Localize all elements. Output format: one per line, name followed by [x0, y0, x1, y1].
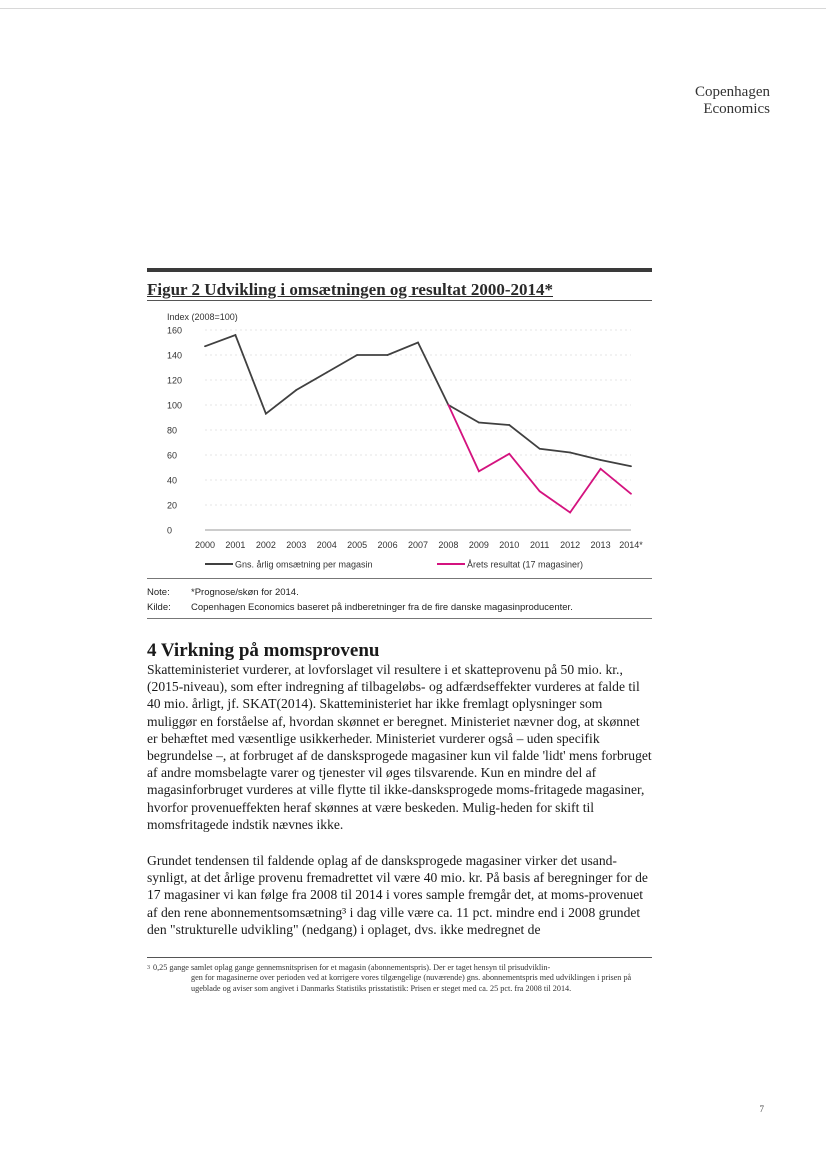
data-point	[448, 404, 450, 406]
data-point	[508, 453, 510, 455]
y-tick-label: 100	[167, 400, 183, 411]
x-tick-label: 2012	[560, 540, 581, 550]
legend-label: Årets resultat (17 magasiner)	[467, 559, 584, 570]
series-line-1	[205, 335, 631, 466]
x-tick-label: 2013	[590, 540, 611, 550]
data-point	[265, 413, 267, 415]
data-point	[569, 452, 571, 454]
x-tick-label: 2014*	[619, 540, 643, 550]
x-tick-label: 2006	[377, 540, 398, 550]
y-tick-label: 60	[167, 450, 178, 461]
y-tick-label: 140	[167, 350, 183, 361]
data-point	[295, 389, 297, 391]
figure-notes	[147, 585, 652, 615]
x-tick-label: 2002	[255, 540, 276, 550]
footnote	[147, 963, 652, 994]
data-point	[630, 493, 632, 495]
x-tick-label: 2000	[194, 540, 216, 550]
y-axis-label: Index (2008=100)	[167, 312, 238, 322]
footnote-line-1: 0,25 gange samlet oplag gange gennemsnitsprisen for et magasin (abonnementspris). Der er taget hensyn til prisudviklin-	[153, 963, 551, 972]
x-tick-label: 2009	[468, 540, 489, 550]
data-point	[539, 448, 541, 450]
data-point	[356, 354, 358, 356]
x-tick-label: 2001	[225, 540, 246, 550]
notes-rule-top	[147, 578, 652, 579]
figure-title: Figur 2 Udvikling i omsætningen og resultat 2000-2014*	[147, 280, 553, 299]
data-point	[539, 490, 541, 492]
company-logo	[695, 84, 770, 118]
note-text: *Prognose/skøn for 2014.	[191, 587, 299, 598]
notes-rule-bottom	[147, 618, 652, 619]
figure-top-bar	[147, 268, 652, 272]
data-point	[235, 334, 237, 336]
note-row	[147, 585, 652, 600]
source-text: Copenhagen Economics baseret på indberetninger fra de fire danske magasinproducenter.	[191, 602, 573, 613]
legend-label: Gns. årlig omsætning per magasin	[235, 559, 373, 570]
y-tick-label: 120	[167, 375, 183, 386]
line-chart	[147, 306, 652, 578]
source-row	[147, 600, 652, 615]
body-paragraph-1: Skatteministeriet vurderer, at lovforslaget vil resultere i et skatteprovenu på 50 mio. kr., (2015-niveau), som efter indregning af tilbageløbs- og adfærdseffekter vurderes at falde til 40 mio. årligt, jf. SKAT(2014). Skatteministeriet har ikke fremlagt oplysninger som muliggør en forståelse af, hvordan skønnet er beregnet. Ministeriet nævner dog, at skønnet er behæftet med væsentlige usikkerheder. Ministeriet vurderer også – uden specifik begrundelse –, at forbruget af de dansksprogede magasiner kun vil falde 'lidt' mens forbruget af andre momsbelagte varer og tjenester vil øges tilsvarende. Kun en mindre del af magasinforbruget vurderes at ville flytte til ikke-dansksprogede moms-fritagede magasiner, hvorfor provenueffekten heraf skønnes at være beskeden. Mulig-heden for skift til momsfritagede indstik nævnes ikke.	[147, 662, 652, 832]
data-point	[508, 424, 510, 426]
x-tick-label: 2005	[347, 540, 368, 550]
figure-title-rule	[147, 300, 652, 301]
section-heading: 4 Virkning på momsprovenu	[147, 640, 380, 661]
footnote-rule	[147, 957, 652, 958]
data-point	[600, 459, 602, 461]
footnote-continuation: gen for magasinerne over perioden ved at korrigere vores tilgængelige (nuværende) gns. abonnementspris med udviklingen i prisen på ugeblade og aviser som angivet i Danmarks Statistiks prisstatistik: Prisen er steget med ca. 25 pct. fra 2008 til 2014.	[191, 973, 632, 993]
y-tick-label: 80	[167, 425, 178, 436]
x-tick-label: 2010	[499, 540, 520, 550]
page-number: 7	[759, 1104, 764, 1114]
data-point	[387, 354, 389, 356]
data-point	[630, 465, 632, 467]
data-point	[417, 342, 419, 344]
source-label: Kilde:	[147, 602, 171, 613]
logo-line-2: Economics	[703, 101, 770, 117]
data-point	[569, 512, 571, 514]
data-point	[326, 372, 328, 374]
y-tick-label: 20	[167, 500, 178, 511]
x-tick-label: 2011	[530, 540, 550, 550]
top-rule	[0, 8, 826, 9]
data-point	[478, 422, 480, 424]
data-point	[204, 345, 206, 347]
y-tick-label: 160	[167, 325, 183, 336]
data-point	[478, 470, 480, 472]
data-point	[600, 468, 602, 470]
y-tick-label: 40	[167, 475, 178, 486]
y-tick-label: 0	[167, 525, 173, 536]
logo-line-1: Copenhagen	[695, 84, 770, 100]
x-tick-label: 2007	[407, 540, 429, 550]
x-tick-label: 2003	[286, 540, 307, 550]
body-paragraph-2: Grundet tendensen til faldende oplag af de dansksprogede magasiner virker det usand-synligt, at det årlige provenu fremadrettet vil være 40 mio. kr. På basis af beregninger for de 17 magasiner vi kan følge fra 2008 til 2014 i vores sample fremgår det, at moms-provenuet af den rene abonnementsomsætning³ i dag ville være ca. 11 pct. mindre end i 2008 grundet den "strukturelle udvikling" (nedgang) i oplaget, dvs. ikke medregnet de	[147, 853, 648, 937]
x-tick-label: 2004	[316, 540, 337, 550]
note-label: Note:	[147, 587, 170, 598]
x-tick-label: 2008	[438, 540, 459, 550]
footnote-number: 3	[147, 965, 150, 971]
